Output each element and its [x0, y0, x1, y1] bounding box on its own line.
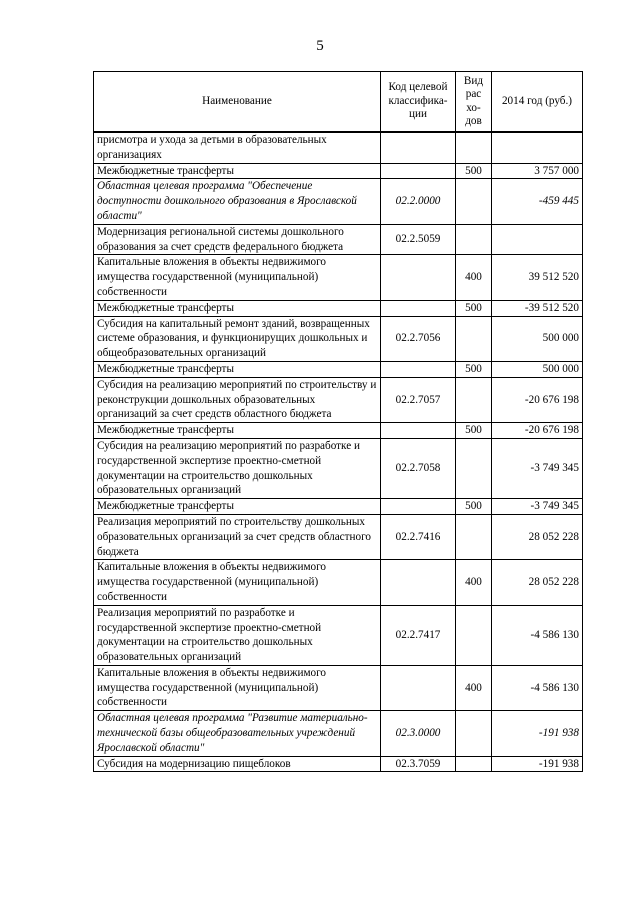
row-amount-cell: -39 512 520 [492, 300, 583, 316]
row-code-cell [381, 132, 456, 163]
table-row [94, 756, 583, 772]
table-row [94, 711, 583, 756]
row-amount-cell: -459 445 [492, 179, 583, 224]
row-amount-cell: -4 586 130 [492, 605, 583, 665]
row-code-cell: 02.2.7416 [381, 514, 456, 559]
row-vid-cell: 500 [456, 423, 492, 439]
table-row [94, 179, 583, 224]
row-vid-cell: 400 [456, 560, 492, 605]
row-code-cell [381, 665, 456, 710]
row-amount-cell: -191 938 [492, 711, 583, 756]
row-code-cell [381, 255, 456, 300]
row-code-cell [381, 499, 456, 515]
row-name-cell: Межбюджетные трансферты [94, 423, 381, 439]
row-vid-cell [456, 756, 492, 772]
row-name-cell: Субсидия на реализацию мероприятий по строительству и реконструкции дошкольных образовательных организаций за счет средств областного бюджета [94, 377, 381, 422]
row-name-cell: Межбюджетные трансферты [94, 300, 381, 316]
row-amount-cell: -20 676 198 [492, 423, 583, 439]
row-code-cell: 02.2.5059 [381, 224, 456, 255]
table-row [94, 300, 583, 316]
row-vid-cell [456, 377, 492, 422]
table-row [94, 560, 583, 605]
row-name-cell: Реализация мероприятий по разработке и государственной экспертизе проектно-сметной документации на строительство дошкольных образовательных организаций [94, 605, 381, 665]
table-row [94, 665, 583, 710]
row-amount-cell: -3 749 345 [492, 499, 583, 515]
table-row [94, 361, 583, 377]
row-code-cell: 02.2.7058 [381, 438, 456, 498]
row-name-cell: Капитальные вложения в объекты недвижимого имущества государственной (муниципальной) собственности [94, 560, 381, 605]
table-body [94, 132, 583, 772]
row-name-cell: Модернизация региональной системы дошкольного образования за счет средств федерального бюджета [94, 224, 381, 255]
row-amount-cell: 500 000 [492, 361, 583, 377]
row-vid-cell: 400 [456, 665, 492, 710]
row-name-cell: Межбюджетные трансферты [94, 499, 381, 515]
header-amount: 2014 год (руб.) [492, 72, 583, 133]
row-vid-cell [456, 179, 492, 224]
row-name-cell: Реализация мероприятий по строительству дошкольных образовательных организаций за счет средств областного бюджета [94, 514, 381, 559]
row-code-cell [381, 300, 456, 316]
row-vid-cell: 500 [456, 163, 492, 179]
row-amount-cell: 500 000 [492, 316, 583, 361]
row-name-cell: Межбюджетные трансферты [94, 163, 381, 179]
row-vid-cell: 500 [456, 300, 492, 316]
table-row [94, 499, 583, 515]
table-row [94, 132, 583, 163]
row-name-cell: Субсидия на капитальный ремонт зданий, возвращенных системе образования, и функционирущих дошкольных и общеобразовательных организаций [94, 316, 381, 361]
table-row [94, 423, 583, 439]
row-amount-cell: 28 052 228 [492, 560, 583, 605]
header-vid: Вид рас хо-дов [456, 72, 492, 133]
row-code-cell [381, 560, 456, 605]
table-row [94, 316, 583, 361]
row-amount-cell: 3 757 000 [492, 163, 583, 179]
table-row [94, 224, 583, 255]
row-vid-cell: 400 [456, 255, 492, 300]
row-name-cell: Субсидия на реализацию мероприятий по разработке и государственной экспертизе проектно-сметной документации на строительство дошкольных образовательных организаций [94, 438, 381, 498]
row-vid-cell: 500 [456, 499, 492, 515]
row-code-cell: 02.2.7057 [381, 377, 456, 422]
row-code-cell [381, 361, 456, 377]
row-code-cell: 02.2.0000 [381, 179, 456, 224]
row-vid-cell [456, 438, 492, 498]
table-row [94, 255, 583, 300]
row-code-cell [381, 163, 456, 179]
row-code-cell: 02.2.7417 [381, 605, 456, 665]
row-name-cell: присмотра и ухода за детьми в образовательных организациях [94, 132, 381, 163]
row-amount-cell: -20 676 198 [492, 377, 583, 422]
table-row [94, 514, 583, 559]
table-row [94, 163, 583, 179]
row-name-cell: Капитальные вложения в объекты недвижимого имущества государственной (муниципальной) собственности [94, 255, 381, 300]
row-vid-cell [456, 316, 492, 361]
row-amount-cell [492, 132, 583, 163]
table-row [94, 377, 583, 422]
row-name-cell: Межбюджетные трансферты [94, 361, 381, 377]
table-header-row [94, 72, 583, 133]
row-amount-cell: -4 586 130 [492, 665, 583, 710]
row-code-cell: 02.3.0000 [381, 711, 456, 756]
row-name-cell: Областная целевая программа "Обеспечение доступности дошкольного образования в Ярославской области" [94, 179, 381, 224]
row-vid-cell [456, 514, 492, 559]
header-name: Наименование [94, 72, 381, 133]
row-amount-cell: -191 938 [492, 756, 583, 772]
row-amount-cell: 39 512 520 [492, 255, 583, 300]
row-amount-cell [492, 224, 583, 255]
row-name-cell: Капитальные вложения в объекты недвижимого имущества государственной (муниципальной) собственности [94, 665, 381, 710]
row-amount-cell: 28 052 228 [492, 514, 583, 559]
row-name-cell: Областная целевая программа "Развитие материально-технической базы общеобразовательных учреждений Ярославской области" [94, 711, 381, 756]
row-vid-cell [456, 224, 492, 255]
table-row [94, 438, 583, 498]
row-code-cell: 02.2.7056 [381, 316, 456, 361]
header-code: Код целевой классифика-ции [381, 72, 456, 133]
row-vid-cell: 500 [456, 361, 492, 377]
row-vid-cell [456, 605, 492, 665]
budget-table [93, 71, 583, 772]
row-vid-cell [456, 711, 492, 756]
row-code-cell: 02.3.7059 [381, 756, 456, 772]
page-number: 5 [316, 38, 324, 54]
row-amount-cell: -3 749 345 [492, 438, 583, 498]
row-code-cell [381, 423, 456, 439]
row-vid-cell [456, 132, 492, 163]
row-name-cell: Субсидия на модернизацию пищеблоков [94, 756, 381, 772]
table-row [94, 605, 583, 665]
